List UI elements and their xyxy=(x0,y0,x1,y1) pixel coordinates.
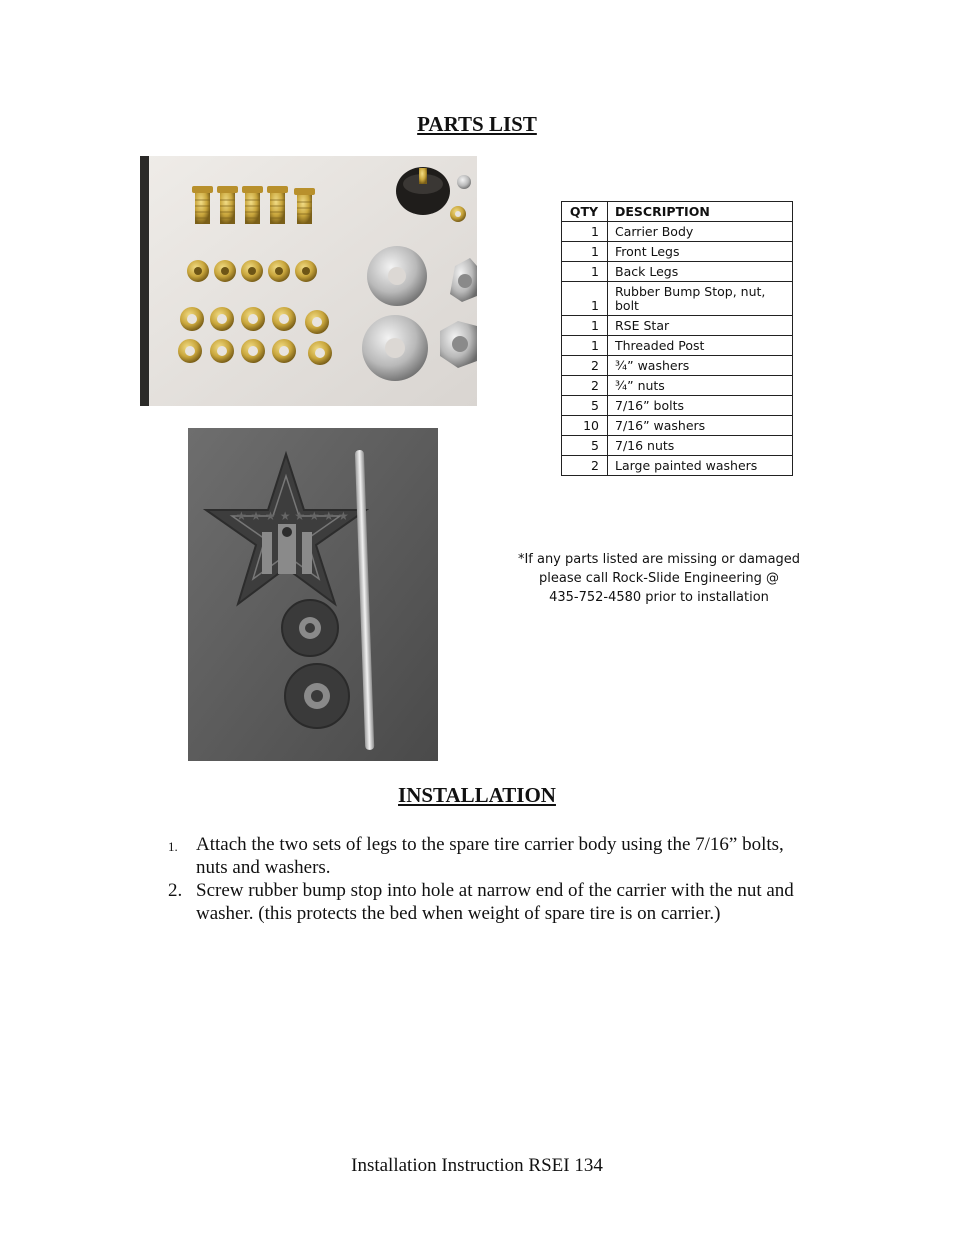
parts-list-heading: PARTS LIST xyxy=(417,112,537,136)
step-text: Attach the two sets of legs to the spare tire carrier body using the 7/16” bolts, nuts and washers. xyxy=(196,834,784,878)
description-cell: RSE Star xyxy=(608,316,793,336)
table-row xyxy=(562,316,793,336)
description-cell: 7/16” bolts xyxy=(608,396,793,416)
table-row xyxy=(562,282,793,316)
qty-cell: 1 xyxy=(562,316,608,336)
qty-cell: 1 xyxy=(562,336,608,356)
svg-text:★ ★ ★ ★ ★ ★ ★ ★: ★ ★ ★ ★ ★ ★ ★ ★ xyxy=(236,509,349,523)
installation-steps xyxy=(168,833,808,925)
description-cell: Front Legs xyxy=(608,242,793,262)
table-row xyxy=(562,222,793,242)
qty-cell: 2 xyxy=(562,376,608,396)
parts-table xyxy=(561,201,793,476)
description-cell: ¾” washers xyxy=(608,356,793,376)
table-row xyxy=(562,396,793,416)
description-cell: 7/16 nuts xyxy=(608,436,793,456)
note-line-2: please call Rock-Slide Engineering @ xyxy=(539,571,779,586)
note-line-1: *If any parts listed are missing or damaged xyxy=(517,552,801,567)
qty-cell: 2 xyxy=(562,356,608,376)
qty-cell: 10 xyxy=(562,416,608,436)
description-cell: Threaded Post xyxy=(608,336,793,356)
qty-cell: 5 xyxy=(562,436,608,456)
list-item xyxy=(168,879,808,925)
note-line-3: 435-752-4580 prior to installation xyxy=(549,590,769,605)
qty-cell: 2 xyxy=(562,456,608,476)
step-text: Screw rubber bump stop into hole at narrow end of the carrier with the nut and washer. (this protects the bed when weight of spare tire is on carrier.) xyxy=(196,880,794,924)
description-cell: 7/16” washers xyxy=(608,416,793,436)
parts-table-header-row xyxy=(562,202,793,222)
description-header: DESCRIPTION xyxy=(608,202,793,222)
installation-heading: INSTALLATION xyxy=(398,783,556,807)
description-cell: Carrier Body xyxy=(608,222,793,242)
description-cell: ¾” nuts xyxy=(608,376,793,396)
table-row xyxy=(562,436,793,456)
qty-cell: 1 xyxy=(562,222,608,242)
step-number: 1. xyxy=(168,839,178,854)
description-cell: Back Legs xyxy=(608,262,793,282)
description-cell: Rubber Bump Stop, nut, bolt xyxy=(608,282,793,316)
missing-parts-note xyxy=(516,550,802,607)
description-cell: Large painted washers xyxy=(608,456,793,476)
hardware-photo xyxy=(140,156,477,406)
star-photo xyxy=(188,428,438,761)
list-item xyxy=(168,833,808,879)
table-row xyxy=(562,376,793,396)
qty-cell: 1 xyxy=(562,262,608,282)
qty-cell: 1 xyxy=(562,282,608,316)
table-row xyxy=(562,336,793,356)
qty-header: QTY xyxy=(562,202,608,222)
table-row xyxy=(562,356,793,376)
qty-cell: 1 xyxy=(562,242,608,262)
qty-cell: 5 xyxy=(562,396,608,416)
step-number: 2. xyxy=(168,880,183,901)
table-row xyxy=(562,416,793,436)
table-row xyxy=(562,456,793,476)
page-footer: Installation Instruction RSEI 134 xyxy=(351,1155,603,1176)
table-row xyxy=(562,242,793,262)
table-row xyxy=(562,262,793,282)
